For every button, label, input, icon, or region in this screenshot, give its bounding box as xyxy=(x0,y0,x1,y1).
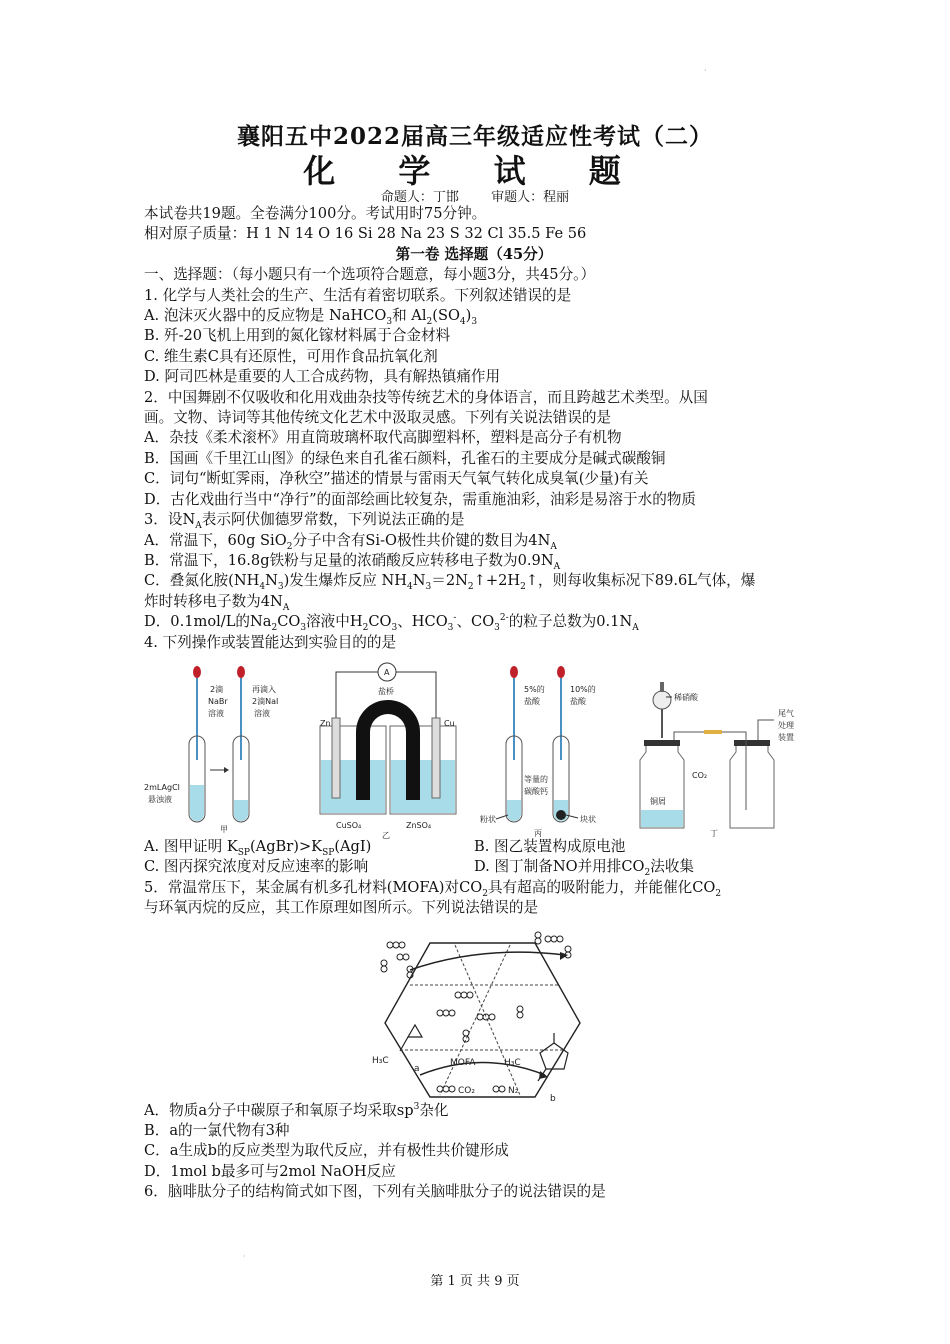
q3-stem: 3．设$N_A$表示阿伏伽德罗常数，下列说法正确的是 xyxy=(144,511,465,531)
q4-options-row2 xyxy=(144,857,804,877)
q5-option-a: A．物质a分子中碳原子和氧原子均采取$sp^3$杂化 xyxy=(144,1101,449,1119)
svg-text:铜屑: 铜屑 xyxy=(650,797,666,806)
scan-dot: · xyxy=(704,66,707,75)
svg-text:MOFA: MOFA xyxy=(450,1058,476,1068)
svg-text:2滴: 2滴 xyxy=(210,685,224,694)
q4-option-b: B. 图乙装置构成原电池 xyxy=(474,837,626,855)
section-instruction: 一、选择题：（每小题只有一个选项符合题意，每小题3分，共45分。） xyxy=(144,266,596,284)
svg-text:CO₂: CO₂ xyxy=(458,1086,475,1096)
svg-text:块状: 块状 xyxy=(580,815,596,824)
q3-option-c-cont: 炸时转移电子数为$4N_A$ xyxy=(144,592,290,613)
svg-text:盐酸: 盐酸 xyxy=(570,697,586,706)
q5-mofa-figure xyxy=(370,925,595,1105)
svg-text:溶液: 溶液 xyxy=(254,709,270,718)
q2-stem: 2．中国舞剧不仅吸收和化用戏曲杂技等传统艺术的身体语言，而且跨越艺术类型。从国 xyxy=(144,388,708,406)
svg-text:H₃C: H₃C xyxy=(372,1056,389,1066)
svg-text:ZnSO₄: ZnSO₄ xyxy=(406,821,432,830)
svg-text:等量的: 等量的 xyxy=(524,775,548,784)
svg-text:甲: 甲 xyxy=(220,825,228,834)
svg-text:丁: 丁 xyxy=(710,829,718,838)
q1-option-c: C. 维生素C具有还原性，可用作食品抗氧化剂 xyxy=(144,347,438,365)
svg-text:盐桥: 盐桥 xyxy=(378,687,394,696)
q6-stem: 6．脑啡肽分子的结构简式如下图，下列有关脑啡肽分子的说法错误的是 xyxy=(144,1183,606,1201)
carbonate-b xyxy=(538,1033,568,1081)
q5-option-c: C．a生成b的反应类型为取代反应，并有极性共价键形成 xyxy=(144,1142,509,1160)
q3-option-c: C．叠氮化胺$(NH_4N_3)$发生爆炸反应 $NH_4N_3=2N_2↑+2H_2↑$，则每收集标况下89.6L气体，爆 xyxy=(144,572,756,592)
q2-option-d: D．古化戏曲行当中“净行”的面部绘画比较复杂，需重施油彩，油彩是易溶于水的物质 xyxy=(144,490,697,508)
section-title: 第一卷 选择题（45分） xyxy=(395,245,553,263)
atomic-mass-line: 相对原子质量：H 1 N 14 O 16 Si 28 Na 23 S 32 Cl 35.5 Fe 56 xyxy=(144,225,587,243)
q4-option-c: C. 图丙探究浓度对反应速率的影响 xyxy=(144,858,369,876)
svg-text:溶液: 溶液 xyxy=(208,709,224,718)
svg-text:尾气: 尾气 xyxy=(778,709,794,718)
svg-text:处理: 处理 xyxy=(778,721,794,730)
svg-text:5%的: 5%的 xyxy=(524,685,545,694)
q3-option-a: A．常温下，60g SiO$_2$分子中含有Si-O极性共价键的数目为$4N_A$ xyxy=(144,531,557,551)
svg-text:a: a xyxy=(414,1064,420,1074)
svg-text:2滴NaI: 2滴NaI xyxy=(252,697,279,706)
intro-line: 本试卷共19题。全卷满分100分。考试用时75分钟。 xyxy=(144,205,487,222)
figure-ding xyxy=(640,682,794,838)
q4-option-d: D. 图丁制备NO并用排$CO_2$法收集 xyxy=(474,858,695,879)
q2-option-c: C．词句“断虹霁雨，净秋空”描述的情景与雷雨天气氧气转化成臭氧(少量)有关 xyxy=(144,470,649,488)
svg-text:Zn: Zn xyxy=(320,719,331,728)
q4-experiment-figure xyxy=(144,660,806,842)
q5-option-b: B．a的一氯代物有3种 xyxy=(144,1121,290,1139)
svg-text:A: A xyxy=(384,668,390,677)
exam-title: 襄阳五中2022届高三年级适应性考试（二） xyxy=(236,123,713,150)
q5-stem: 5．常温常压下，某金属有机多孔材料(MOFA)对$CO_2$具有超高的吸附能力，并能催化$CO_2$ xyxy=(144,878,722,899)
svg-text:Cu: Cu xyxy=(444,719,455,728)
q4-stem: 4. 下列操作或装置能达到实验目的的是 xyxy=(144,633,397,651)
q2-option-b: B．国画《千里江山图》的绿色来自孔雀石颜料，孔雀石的主要成分是碱式碳酸铜 xyxy=(144,449,666,467)
q2-option-a: A．杂技《柔术滚杯》用直筒玻璃杯取代高脚塑料杯，塑料是高分子有机物 xyxy=(144,429,622,447)
figure-yi xyxy=(320,663,456,840)
q1-option-d: D. 阿司匹林是重要的人工合成药物，具有解热镇痛作用 xyxy=(144,368,501,386)
q1-option-b: B. 歼-20飞机上用到的氮化镓材料属于合金材料 xyxy=(144,327,451,345)
svg-text:2mLAgCl: 2mLAgCl xyxy=(144,783,180,792)
svg-text:CO₂: CO₂ xyxy=(692,771,708,780)
q4-option-a: A. 图甲证明 $K_{SP}(AgBr)>K_{SP}(AgI)$ xyxy=(144,837,372,858)
svg-text:10%的: 10%的 xyxy=(570,685,596,694)
figure-jia xyxy=(144,666,278,834)
figure-bing xyxy=(480,666,596,838)
svg-text:稀硝酸: 稀硝酸 xyxy=(674,693,698,702)
authors-line xyxy=(0,186,950,205)
svg-text:NaBr: NaBr xyxy=(208,697,228,706)
svg-text:盐酸: 盐酸 xyxy=(524,697,540,706)
svg-text:丙: 丙 xyxy=(534,829,542,838)
scan-dot: · xyxy=(243,1252,246,1261)
reviewer: 审题人：程丽 xyxy=(491,190,570,205)
svg-text:CuSO₄: CuSO₄ xyxy=(336,821,362,830)
svg-text:悬浊液: 悬浊液 xyxy=(148,795,172,804)
svg-text:b: b xyxy=(550,1094,556,1104)
q1-option-a: A. 泡沫灭火器中的反应物是 NaHCO$_3$和 $Al_2(SO_4)_3$ xyxy=(144,307,478,327)
svg-text:装置: 装置 xyxy=(778,733,794,742)
q1-stem: 1. 化学与人类社会的生产、生活有着密切联系。下列叙述错误的是 xyxy=(144,286,572,304)
svg-text:再滴入: 再滴入 xyxy=(252,685,276,694)
epoxide-a xyxy=(400,1025,422,1051)
q2-stem-cont: 画。文物、诗词等其他传统文化艺术中汲取灵感。下列有关说法错误的是 xyxy=(144,409,612,427)
page-footer: 第 1 页 共 9 页 xyxy=(430,1274,520,1289)
q5-option-d: D．1mol b最多可与2mol NaOH反应 xyxy=(144,1162,396,1180)
svg-text:H₃C: H₃C xyxy=(504,1058,521,1068)
subject-title: 化 学 试 题 xyxy=(303,152,647,190)
q3-option-b: B．常温下，16.8g铁粉与足量的浓硝酸反应转移电子数为$0.9N_A$ xyxy=(144,551,561,572)
q5-stem-cont: 与环氧丙烷的反应，其工作原理如图所示。下列说法错误的是 xyxy=(144,899,539,917)
svg-text:N₂: N₂ xyxy=(508,1086,519,1096)
setter: 命题人：丁邯 xyxy=(380,190,459,205)
svg-text:乙: 乙 xyxy=(382,831,390,840)
svg-text:粉状: 粉状 xyxy=(480,815,496,824)
q3-option-d: D．0.1mol/L的$Na_2CO_3$溶液中$H_2CO_3$、$HCO_3^-$、$CO_3^{2-}$的粒子总数为$0.1N_A$ xyxy=(144,613,639,633)
svg-text:碳酸钙: 碳酸钙 xyxy=(524,787,548,796)
